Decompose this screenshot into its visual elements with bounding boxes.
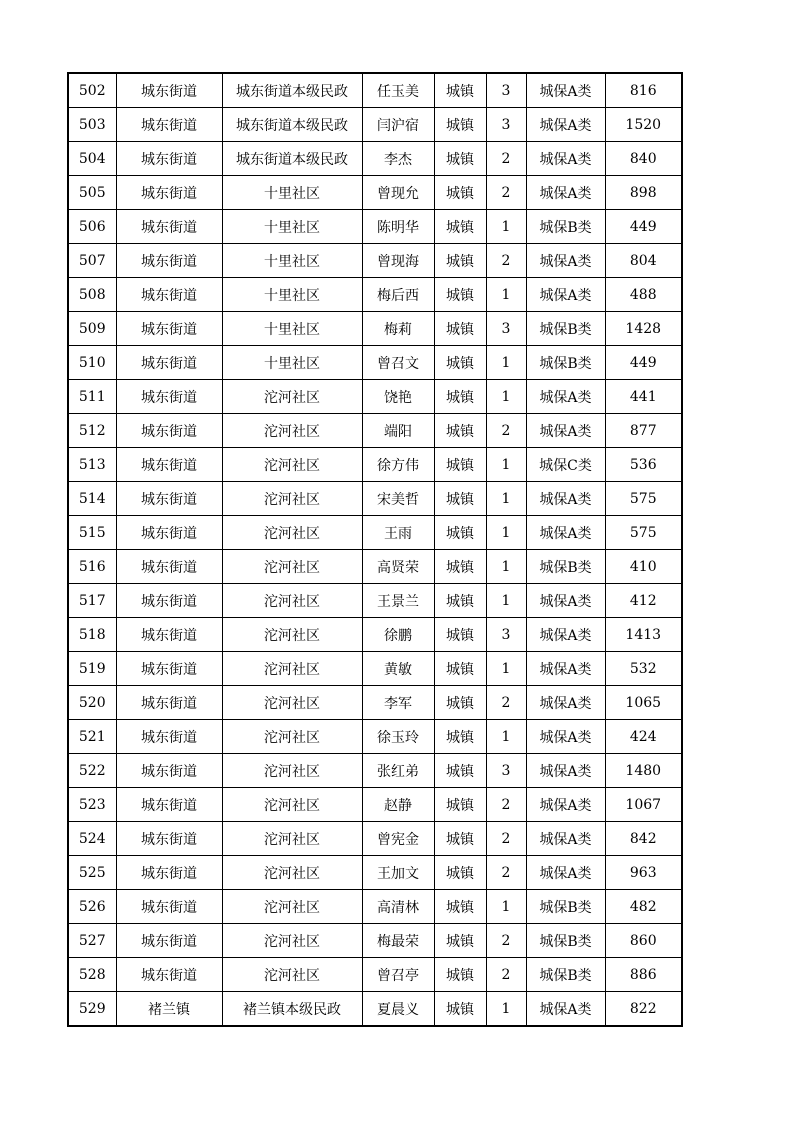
- table-row: [68, 992, 682, 1027]
- street-cell: 城东街道: [116, 108, 222, 142]
- household-size-cell: 2: [486, 142, 526, 176]
- community-cell: 沱河社区: [222, 890, 362, 924]
- row-number-cell: 506: [68, 210, 116, 244]
- name-cell: 黄敏: [362, 652, 434, 686]
- community-cell: 沱河社区: [222, 482, 362, 516]
- area-type-cell: 城镇: [434, 584, 486, 618]
- table-row: [68, 448, 682, 482]
- household-size-cell: 1: [486, 210, 526, 244]
- name-cell: 饶艳: [362, 380, 434, 414]
- row-number-cell: 524: [68, 822, 116, 856]
- category-cell: 城保A类: [526, 652, 605, 686]
- name-cell: 高清林: [362, 890, 434, 924]
- street-cell: 城东街道: [116, 618, 222, 652]
- table-row: [68, 176, 682, 210]
- household-size-cell: 1: [486, 346, 526, 380]
- name-cell: 王雨: [362, 516, 434, 550]
- area-type-cell: 城镇: [434, 924, 486, 958]
- name-cell: 闫沪宿: [362, 108, 434, 142]
- area-type-cell: 城镇: [434, 244, 486, 278]
- street-cell: 城东街道: [116, 550, 222, 584]
- row-number-cell: 516: [68, 550, 116, 584]
- street-cell: 城东街道: [116, 244, 222, 278]
- amount-cell: 842: [605, 822, 682, 856]
- amount-cell: 488: [605, 278, 682, 312]
- area-type-cell: 城镇: [434, 686, 486, 720]
- name-cell: 梅莉: [362, 312, 434, 346]
- community-cell: 城东街道本级民政: [222, 108, 362, 142]
- table-row: [68, 244, 682, 278]
- amount-cell: 424: [605, 720, 682, 754]
- row-number-cell: 527: [68, 924, 116, 958]
- amount-cell: 575: [605, 482, 682, 516]
- community-cell: 沱河社区: [222, 584, 362, 618]
- amount-cell: 963: [605, 856, 682, 890]
- community-cell: 沱河社区: [222, 720, 362, 754]
- row-number-cell: 509: [68, 312, 116, 346]
- table-row: [68, 108, 682, 142]
- area-type-cell: 城镇: [434, 754, 486, 788]
- amount-cell: 482: [605, 890, 682, 924]
- table-row: [68, 856, 682, 890]
- street-cell: 城东街道: [116, 686, 222, 720]
- category-cell: 城保A类: [526, 822, 605, 856]
- category-cell: 城保A类: [526, 618, 605, 652]
- street-cell: 城东街道: [116, 278, 222, 312]
- household-size-cell: 2: [486, 924, 526, 958]
- category-cell: 城保A类: [526, 584, 605, 618]
- street-cell: 城东街道: [116, 414, 222, 448]
- category-cell: 城保B类: [526, 924, 605, 958]
- household-size-cell: 1: [486, 516, 526, 550]
- amount-cell: 1520: [605, 108, 682, 142]
- household-size-cell: 2: [486, 856, 526, 890]
- category-cell: 城保A类: [526, 754, 605, 788]
- name-cell: 王加文: [362, 856, 434, 890]
- row-number-cell: 507: [68, 244, 116, 278]
- street-cell: 城东街道: [116, 822, 222, 856]
- name-cell: 李军: [362, 686, 434, 720]
- row-number-cell: 526: [68, 890, 116, 924]
- area-type-cell: 城镇: [434, 550, 486, 584]
- community-cell: 沱河社区: [222, 380, 362, 414]
- table-row: [68, 414, 682, 448]
- area-type-cell: 城镇: [434, 448, 486, 482]
- street-cell: 城东街道: [116, 73, 222, 108]
- category-cell: 城保A类: [526, 278, 605, 312]
- category-cell: 城保B类: [526, 210, 605, 244]
- category-cell: 城保A类: [526, 380, 605, 414]
- amount-cell: 412: [605, 584, 682, 618]
- community-cell: 沱河社区: [222, 652, 362, 686]
- table-row: [68, 73, 682, 108]
- community-cell: 城东街道本级民政: [222, 73, 362, 108]
- area-type-cell: 城镇: [434, 278, 486, 312]
- table-row: [68, 924, 682, 958]
- street-cell: 城东街道: [116, 720, 222, 754]
- area-type-cell: 城镇: [434, 346, 486, 380]
- table-row: [68, 822, 682, 856]
- area-type-cell: 城镇: [434, 142, 486, 176]
- table-row: [68, 278, 682, 312]
- category-cell: 城保B类: [526, 312, 605, 346]
- category-cell: 城保B类: [526, 550, 605, 584]
- name-cell: 李杰: [362, 142, 434, 176]
- row-number-cell: 510: [68, 346, 116, 380]
- category-cell: 城保A类: [526, 142, 605, 176]
- street-cell: 城东街道: [116, 958, 222, 992]
- community-cell: 沱河社区: [222, 516, 362, 550]
- row-number-cell: 502: [68, 73, 116, 108]
- table-row: [68, 652, 682, 686]
- name-cell: 高贤荣: [362, 550, 434, 584]
- row-number-cell: 523: [68, 788, 116, 822]
- row-number-cell: 513: [68, 448, 116, 482]
- row-number-cell: 528: [68, 958, 116, 992]
- community-cell: 十里社区: [222, 210, 362, 244]
- street-cell: 城东街道: [116, 380, 222, 414]
- household-size-cell: 1: [486, 482, 526, 516]
- area-type-cell: 城镇: [434, 516, 486, 550]
- table-row: [68, 312, 682, 346]
- category-cell: 城保C类: [526, 448, 605, 482]
- household-size-cell: 1: [486, 992, 526, 1027]
- row-number-cell: 504: [68, 142, 116, 176]
- household-size-cell: 1: [486, 380, 526, 414]
- amount-cell: 1067: [605, 788, 682, 822]
- table-row: [68, 346, 682, 380]
- amount-cell: 860: [605, 924, 682, 958]
- table-row: [68, 720, 682, 754]
- amount-cell: 1428: [605, 312, 682, 346]
- category-cell: 城保A类: [526, 856, 605, 890]
- household-size-cell: 2: [486, 176, 526, 210]
- street-cell: 城东街道: [116, 312, 222, 346]
- name-cell: 曾宪金: [362, 822, 434, 856]
- amount-cell: 1065: [605, 686, 682, 720]
- street-cell: 城东街道: [116, 346, 222, 380]
- household-size-cell: 2: [486, 244, 526, 278]
- household-size-cell: 2: [486, 788, 526, 822]
- name-cell: 曾现海: [362, 244, 434, 278]
- household-size-cell: 1: [486, 550, 526, 584]
- row-number-cell: 505: [68, 176, 116, 210]
- name-cell: 赵静: [362, 788, 434, 822]
- area-type-cell: 城镇: [434, 414, 486, 448]
- street-cell: 城东街道: [116, 890, 222, 924]
- category-cell: 城保A类: [526, 414, 605, 448]
- household-size-cell: 1: [486, 890, 526, 924]
- community-cell: 沱河社区: [222, 448, 362, 482]
- amount-cell: 536: [605, 448, 682, 482]
- community-cell: 沱河社区: [222, 856, 362, 890]
- row-number-cell: 511: [68, 380, 116, 414]
- name-cell: 梅后西: [362, 278, 434, 312]
- name-cell: 曾召文: [362, 346, 434, 380]
- street-cell: 城东街道: [116, 788, 222, 822]
- community-cell: 城东街道本级民政: [222, 142, 362, 176]
- name-cell: 端阳: [362, 414, 434, 448]
- street-cell: 城东街道: [116, 482, 222, 516]
- community-cell: 沱河社区: [222, 822, 362, 856]
- community-cell: 沱河社区: [222, 958, 362, 992]
- category-cell: 城保A类: [526, 482, 605, 516]
- row-number-cell: 525: [68, 856, 116, 890]
- area-type-cell: 城镇: [434, 73, 486, 108]
- category-cell: 城保A类: [526, 73, 605, 108]
- amount-cell: 1413: [605, 618, 682, 652]
- area-type-cell: 城镇: [434, 992, 486, 1027]
- household-size-cell: 2: [486, 958, 526, 992]
- category-cell: 城保A类: [526, 176, 605, 210]
- table-row: [68, 516, 682, 550]
- household-size-cell: 3: [486, 754, 526, 788]
- name-cell: 曾现允: [362, 176, 434, 210]
- category-cell: 城保B类: [526, 346, 605, 380]
- row-number-cell: 503: [68, 108, 116, 142]
- street-cell: 城东街道: [116, 516, 222, 550]
- table-row: [68, 686, 682, 720]
- community-cell: 沱河社区: [222, 414, 362, 448]
- table-row: [68, 958, 682, 992]
- community-cell: 沱河社区: [222, 686, 362, 720]
- amount-cell: 816: [605, 73, 682, 108]
- household-size-cell: 1: [486, 278, 526, 312]
- amount-cell: 877: [605, 414, 682, 448]
- table-row: [68, 380, 682, 414]
- row-number-cell: 518: [68, 618, 116, 652]
- area-type-cell: 城镇: [434, 482, 486, 516]
- row-number-cell: 520: [68, 686, 116, 720]
- household-size-cell: 3: [486, 73, 526, 108]
- community-cell: 沱河社区: [222, 618, 362, 652]
- amount-cell: 532: [605, 652, 682, 686]
- row-number-cell: 515: [68, 516, 116, 550]
- area-type-cell: 城镇: [434, 210, 486, 244]
- table-row: [68, 754, 682, 788]
- community-cell: 十里社区: [222, 346, 362, 380]
- category-cell: 城保A类: [526, 516, 605, 550]
- row-number-cell: 521: [68, 720, 116, 754]
- name-cell: 任玉美: [362, 73, 434, 108]
- street-cell: 城东街道: [116, 448, 222, 482]
- street-cell: 褚兰镇: [116, 992, 222, 1027]
- row-number-cell: 508: [68, 278, 116, 312]
- row-number-cell: 512: [68, 414, 116, 448]
- community-cell: 沱河社区: [222, 924, 362, 958]
- household-size-cell: 2: [486, 822, 526, 856]
- community-cell: 十里社区: [222, 244, 362, 278]
- name-cell: 徐鹏: [362, 618, 434, 652]
- amount-cell: 886: [605, 958, 682, 992]
- category-cell: 城保B类: [526, 958, 605, 992]
- area-type-cell: 城镇: [434, 618, 486, 652]
- amount-cell: 410: [605, 550, 682, 584]
- household-size-cell: 3: [486, 618, 526, 652]
- household-size-cell: 2: [486, 686, 526, 720]
- area-type-cell: 城镇: [434, 856, 486, 890]
- community-cell: 十里社区: [222, 176, 362, 210]
- name-cell: 徐玉玲: [362, 720, 434, 754]
- street-cell: 城东街道: [116, 652, 222, 686]
- amount-cell: 449: [605, 346, 682, 380]
- row-number-cell: 529: [68, 992, 116, 1027]
- table-row: [68, 788, 682, 822]
- community-cell: 十里社区: [222, 312, 362, 346]
- name-cell: 夏晨义: [362, 992, 434, 1027]
- table-row: [68, 142, 682, 176]
- street-cell: 城东街道: [116, 924, 222, 958]
- amount-cell: 898: [605, 176, 682, 210]
- area-type-cell: 城镇: [434, 652, 486, 686]
- amount-cell: 840: [605, 142, 682, 176]
- category-cell: 城保A类: [526, 108, 605, 142]
- area-type-cell: 城镇: [434, 958, 486, 992]
- amount-cell: 441: [605, 380, 682, 414]
- community-cell: 十里社区: [222, 278, 362, 312]
- amount-cell: 575: [605, 516, 682, 550]
- amount-cell: 449: [605, 210, 682, 244]
- community-cell: 褚兰镇本级民政: [222, 992, 362, 1027]
- category-cell: 城保B类: [526, 890, 605, 924]
- area-type-cell: 城镇: [434, 822, 486, 856]
- street-cell: 城东街道: [116, 856, 222, 890]
- household-size-cell: 1: [486, 584, 526, 618]
- household-size-cell: 1: [486, 720, 526, 754]
- recipient-table: [67, 72, 683, 1027]
- amount-cell: 804: [605, 244, 682, 278]
- area-type-cell: 城镇: [434, 788, 486, 822]
- table-row: [68, 482, 682, 516]
- street-cell: 城东街道: [116, 584, 222, 618]
- category-cell: 城保A类: [526, 992, 605, 1027]
- name-cell: 徐方伟: [362, 448, 434, 482]
- table-row: [68, 890, 682, 924]
- category-cell: 城保A类: [526, 720, 605, 754]
- row-number-cell: 519: [68, 652, 116, 686]
- name-cell: 宋美哲: [362, 482, 434, 516]
- name-cell: 王景兰: [362, 584, 434, 618]
- street-cell: 城东街道: [116, 754, 222, 788]
- street-cell: 城东街道: [116, 142, 222, 176]
- area-type-cell: 城镇: [434, 720, 486, 754]
- amount-cell: 1480: [605, 754, 682, 788]
- area-type-cell: 城镇: [434, 312, 486, 346]
- community-cell: 沱河社区: [222, 754, 362, 788]
- table-row: [68, 550, 682, 584]
- household-size-cell: 1: [486, 652, 526, 686]
- household-size-cell: 1: [486, 448, 526, 482]
- name-cell: 陈明华: [362, 210, 434, 244]
- row-number-cell: 517: [68, 584, 116, 618]
- street-cell: 城东街道: [116, 210, 222, 244]
- category-cell: 城保A类: [526, 686, 605, 720]
- household-size-cell: 2: [486, 414, 526, 448]
- table-row: [68, 210, 682, 244]
- table-row: [68, 618, 682, 652]
- row-number-cell: 514: [68, 482, 116, 516]
- community-cell: 沱河社区: [222, 788, 362, 822]
- household-size-cell: 3: [486, 108, 526, 142]
- category-cell: 城保A类: [526, 244, 605, 278]
- household-size-cell: 3: [486, 312, 526, 346]
- name-cell: 梅最荣: [362, 924, 434, 958]
- area-type-cell: 城镇: [434, 176, 486, 210]
- name-cell: 张红弟: [362, 754, 434, 788]
- street-cell: 城东街道: [116, 176, 222, 210]
- area-type-cell: 城镇: [434, 380, 486, 414]
- amount-cell: 822: [605, 992, 682, 1027]
- table-row: [68, 584, 682, 618]
- row-number-cell: 522: [68, 754, 116, 788]
- area-type-cell: 城镇: [434, 108, 486, 142]
- category-cell: 城保A类: [526, 788, 605, 822]
- name-cell: 曾召亭: [362, 958, 434, 992]
- community-cell: 沱河社区: [222, 550, 362, 584]
- area-type-cell: 城镇: [434, 890, 486, 924]
